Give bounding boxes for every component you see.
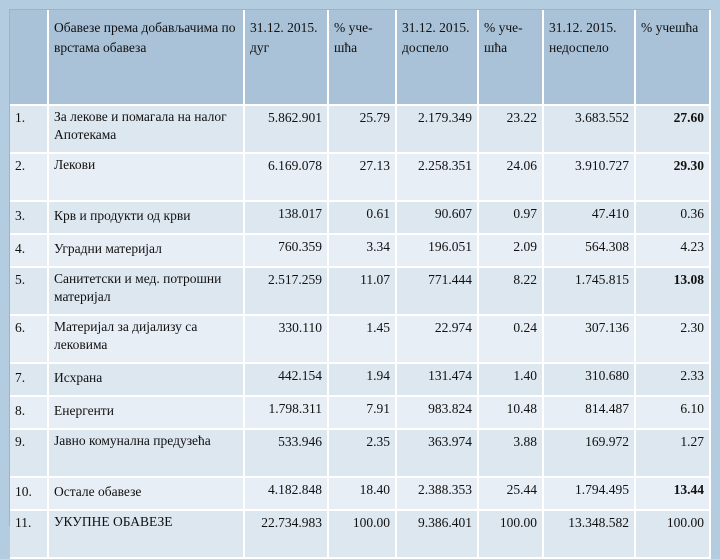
row-due-share: 0.97 xyxy=(478,201,543,234)
row-debt: 4.182.848 xyxy=(244,477,328,510)
table-row xyxy=(10,153,710,201)
row-not-due: 47.410 xyxy=(543,201,635,234)
row-debt: 1.798.311 xyxy=(244,396,328,429)
table-row xyxy=(10,429,710,477)
table-row xyxy=(10,396,710,429)
row-debt-share: 1.94 xyxy=(328,363,396,396)
row-debt-share: 25.79 xyxy=(328,105,396,153)
table-row xyxy=(10,234,710,267)
row-due: 363.974 xyxy=(396,429,478,477)
row-index: 9. xyxy=(10,429,48,477)
header-debt: 31.12. 2015. дуг xyxy=(244,10,328,105)
row-debt: 442.154 xyxy=(244,363,328,396)
row-index: 2. xyxy=(10,153,48,201)
row-not-due: 307.136 xyxy=(543,315,635,363)
table-row xyxy=(10,315,710,363)
row-due: 2.179.349 xyxy=(396,105,478,153)
row-debt-share: 18.40 xyxy=(328,477,396,510)
row-not-due: 564.308 xyxy=(543,234,635,267)
slide-frame xyxy=(10,10,710,530)
row-index: 3. xyxy=(10,201,48,234)
header-not-due: 31.12. 2015. недоспело xyxy=(543,10,635,105)
row-category: УКУПНЕ ОБАВЕЗЕ xyxy=(48,510,244,558)
row-category: Лекови xyxy=(48,153,244,201)
row-debt: 2.517.259 xyxy=(244,267,328,315)
row-not-due-share: 4.23 xyxy=(635,234,710,267)
row-not-due-share: 6.10 xyxy=(635,396,710,429)
row-not-due-share: 13.08 xyxy=(635,267,710,315)
row-index: 11. xyxy=(10,510,48,558)
liabilities-table xyxy=(10,10,711,559)
row-due: 131.474 xyxy=(396,363,478,396)
row-not-due-share: 13.44 xyxy=(635,477,710,510)
row-not-due-share: 100.00 xyxy=(635,510,710,558)
row-category: За лекове и помагала на налог Апотекама xyxy=(48,105,244,153)
row-not-due: 13.348.582 xyxy=(543,510,635,558)
row-not-due: 3.910.727 xyxy=(543,153,635,201)
row-not-due-share: 1.27 xyxy=(635,429,710,477)
row-debt-share: 2.35 xyxy=(328,429,396,477)
row-debt: 22.734.983 xyxy=(244,510,328,558)
table-row xyxy=(10,477,710,510)
row-not-due: 169.972 xyxy=(543,429,635,477)
row-category: Енергенти xyxy=(48,396,244,429)
row-not-due-share: 2.33 xyxy=(635,363,710,396)
row-category: Остале обавезе xyxy=(48,477,244,510)
table-row xyxy=(10,267,710,315)
header-row xyxy=(10,10,710,105)
row-due: 22.974 xyxy=(396,315,478,363)
row-index: 7. xyxy=(10,363,48,396)
row-due-share: 23.22 xyxy=(478,105,543,153)
row-debt-share: 3.34 xyxy=(328,234,396,267)
header-due-share: % уче-шћа xyxy=(478,10,543,105)
row-due-share: 3.88 xyxy=(478,429,543,477)
table-row xyxy=(10,201,710,234)
header-debt-share: % уче-шћа xyxy=(328,10,396,105)
row-debt: 6.169.078 xyxy=(244,153,328,201)
row-index: 8. xyxy=(10,396,48,429)
row-due-share: 1.40 xyxy=(478,363,543,396)
table-body xyxy=(10,105,710,558)
row-due: 2.388.353 xyxy=(396,477,478,510)
row-debt: 138.017 xyxy=(244,201,328,234)
header-index xyxy=(10,10,48,105)
row-index: 5. xyxy=(10,267,48,315)
table-row xyxy=(10,363,710,396)
row-debt: 330.110 xyxy=(244,315,328,363)
row-debt-share: 100.00 xyxy=(328,510,396,558)
row-category: Исхрана xyxy=(48,363,244,396)
row-index: 1. xyxy=(10,105,48,153)
table-row xyxy=(10,510,710,558)
row-due-share: 0.24 xyxy=(478,315,543,363)
row-due-share: 100.00 xyxy=(478,510,543,558)
row-due: 771.444 xyxy=(396,267,478,315)
row-category: Санитетски и мед. потрошни материјал xyxy=(48,267,244,315)
row-debt-share: 27.13 xyxy=(328,153,396,201)
row-category: Материјал за дијализу са лековима xyxy=(48,315,244,363)
row-debt: 760.359 xyxy=(244,234,328,267)
row-due-share: 10.48 xyxy=(478,396,543,429)
row-debt-share: 0.61 xyxy=(328,201,396,234)
row-debt: 533.946 xyxy=(244,429,328,477)
row-debt-share: 7.91 xyxy=(328,396,396,429)
row-not-due-share: 29.30 xyxy=(635,153,710,201)
row-not-due-share: 0.36 xyxy=(635,201,710,234)
row-debt-share: 11.07 xyxy=(328,267,396,315)
row-debt-share: 1.45 xyxy=(328,315,396,363)
row-not-due-share: 2.30 xyxy=(635,315,710,363)
row-not-due: 310.680 xyxy=(543,363,635,396)
row-due-share: 2.09 xyxy=(478,234,543,267)
row-due: 90.607 xyxy=(396,201,478,234)
header-not-due-share: % учешћа xyxy=(635,10,710,105)
row-index: 6. xyxy=(10,315,48,363)
row-due: 983.824 xyxy=(396,396,478,429)
row-index: 10. xyxy=(10,477,48,510)
row-not-due: 1.794.495 xyxy=(543,477,635,510)
header-category: Обавезе према добављачима по врстама обавеза xyxy=(48,10,244,105)
header-due: 31.12. 2015. доспело xyxy=(396,10,478,105)
row-due-share: 25.44 xyxy=(478,477,543,510)
row-not-due: 1.745.815 xyxy=(543,267,635,315)
row-due: 196.051 xyxy=(396,234,478,267)
row-due: 2.258.351 xyxy=(396,153,478,201)
row-category: Уградни материјал xyxy=(48,234,244,267)
row-not-due: 3.683.552 xyxy=(543,105,635,153)
row-debt: 5.862.901 xyxy=(244,105,328,153)
row-due-share: 24.06 xyxy=(478,153,543,201)
row-due: 9.386.401 xyxy=(396,510,478,558)
row-not-due-share: 27.60 xyxy=(635,105,710,153)
row-due-share: 8.22 xyxy=(478,267,543,315)
table-row xyxy=(10,105,710,153)
row-category: Јавно комунална предузећа xyxy=(48,429,244,477)
row-category: Крв и продукти од крви xyxy=(48,201,244,234)
row-index: 4. xyxy=(10,234,48,267)
row-not-due: 814.487 xyxy=(543,396,635,429)
